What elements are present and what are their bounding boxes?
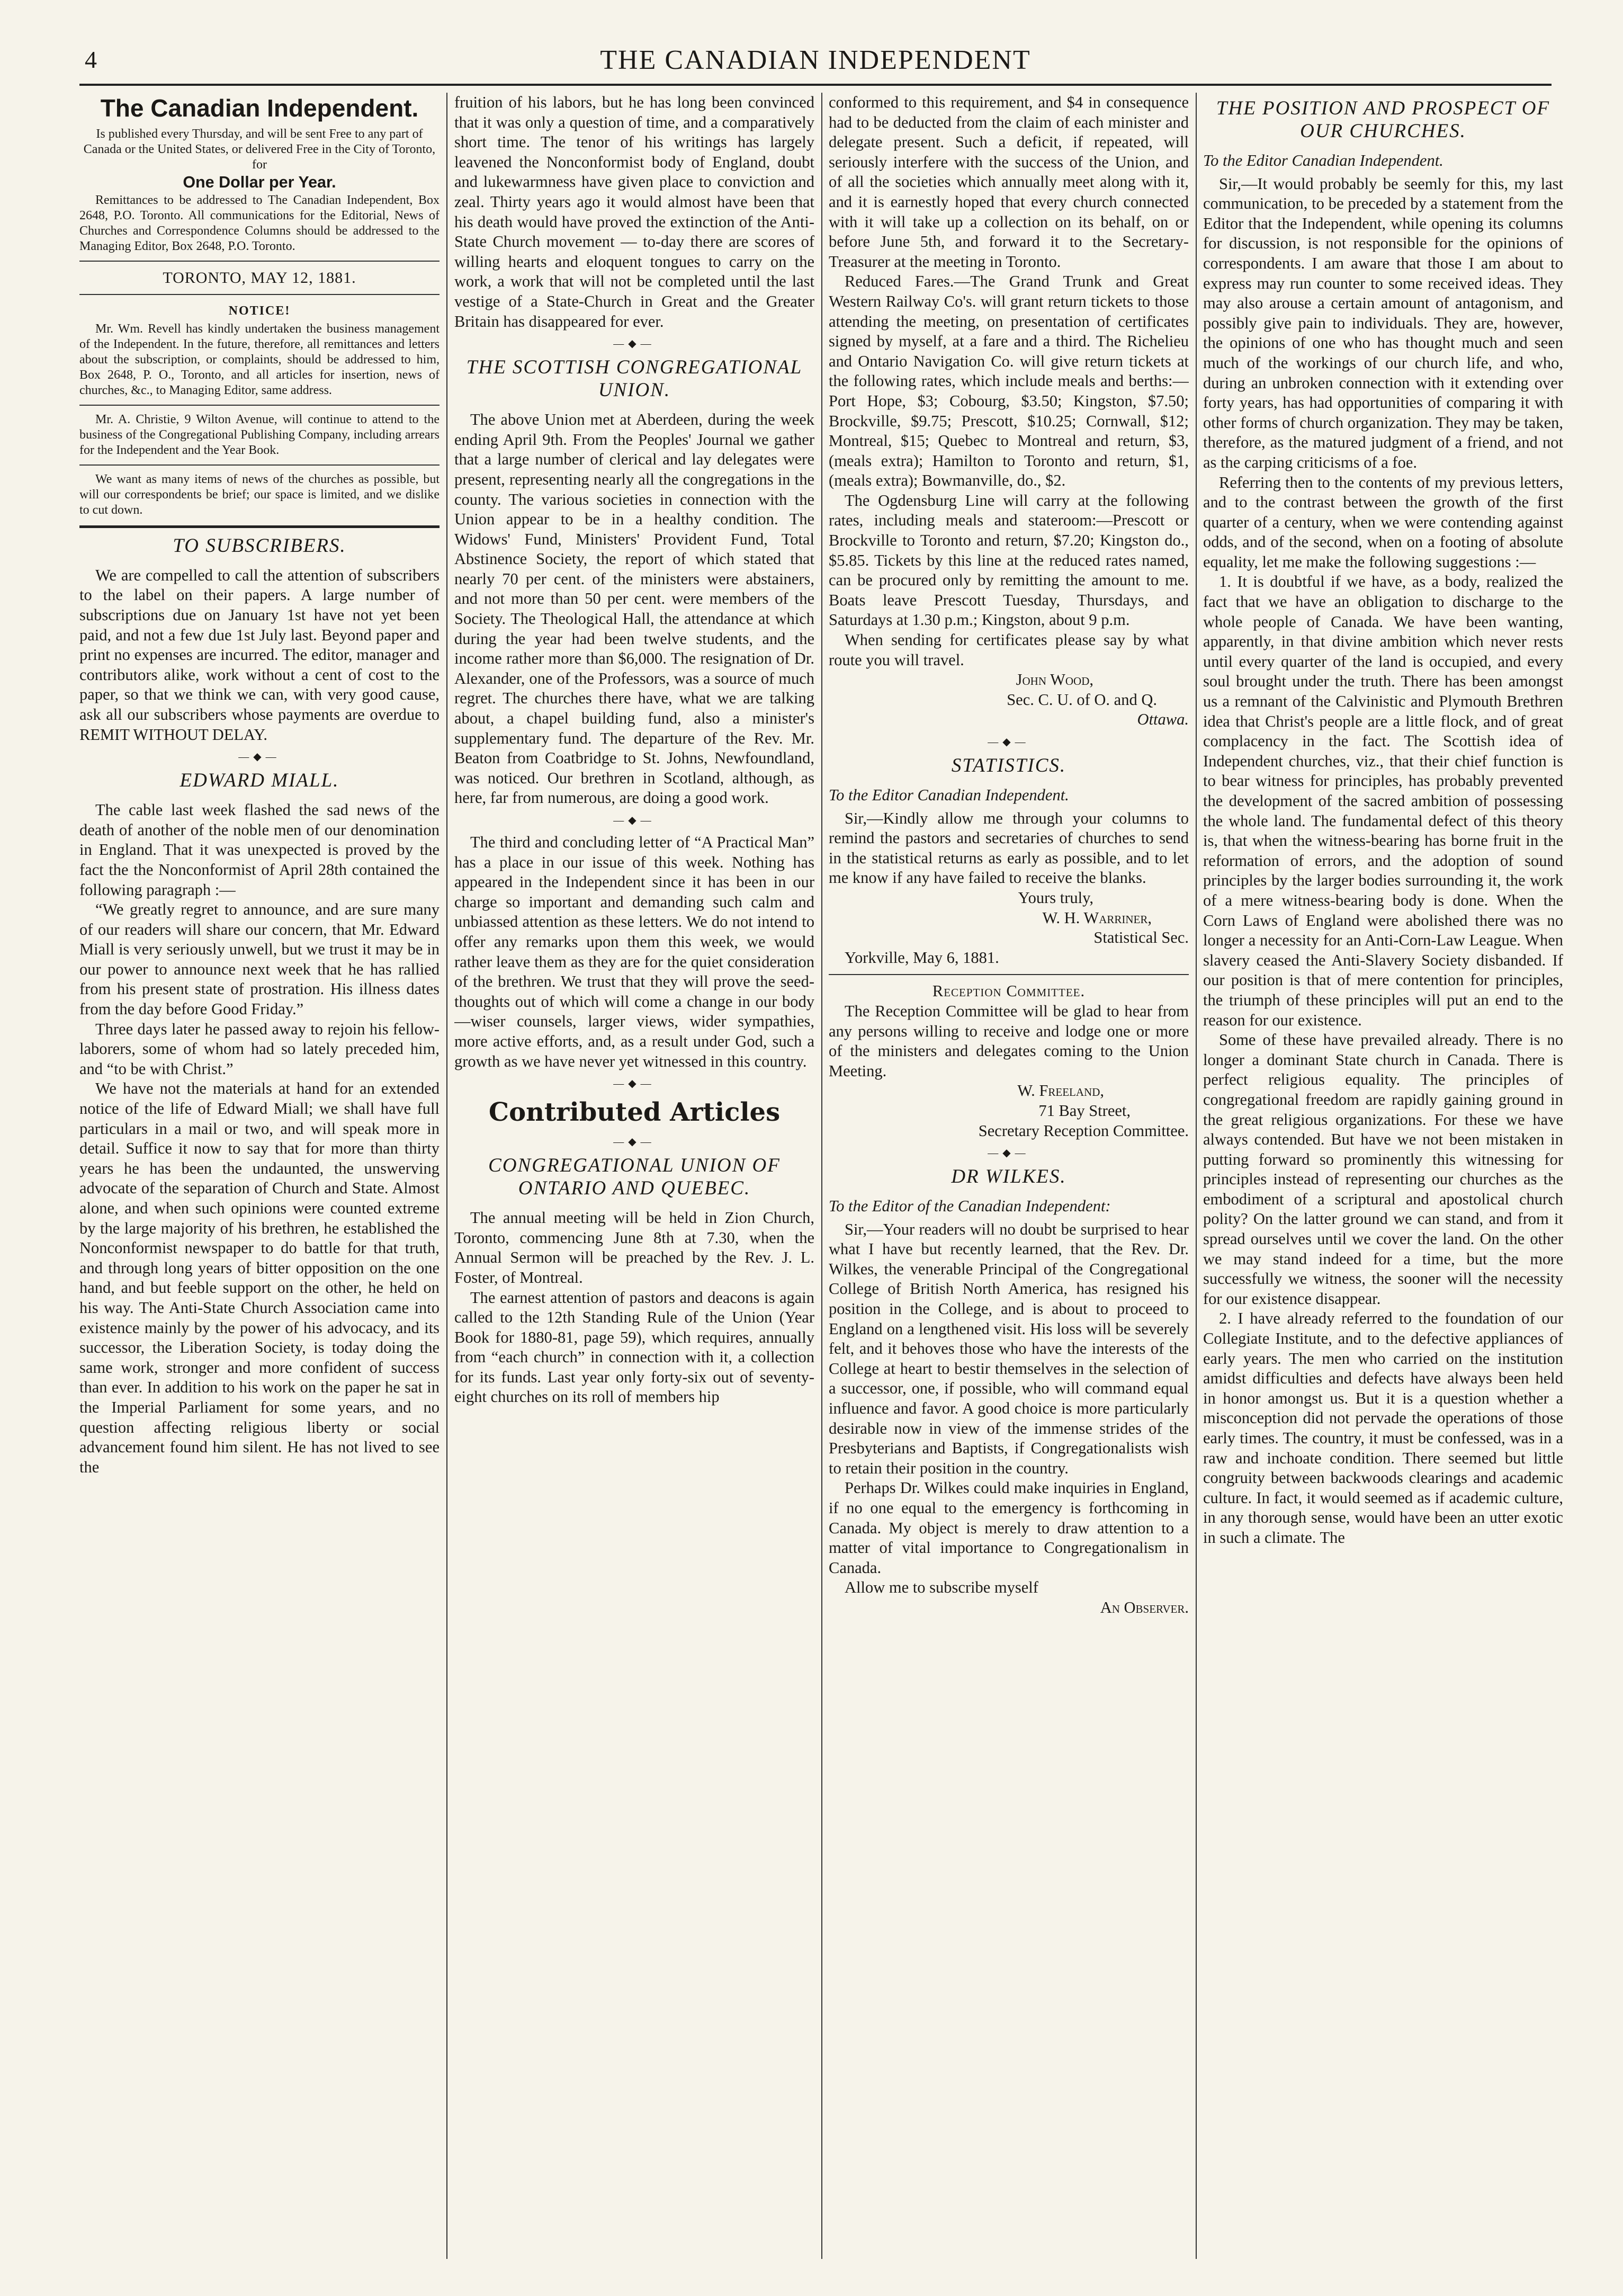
divider: [79, 294, 440, 295]
letter-closing: Yours truly,: [1018, 888, 1093, 907]
divider: [79, 525, 440, 528]
article-paragraph: Allow me to subscribe myself: [845, 1578, 1038, 1597]
notice-heading: NOTICE!: [228, 304, 291, 318]
article-paragraph: “We greatly regret to announce, and are sure many of our readers will share our concern, that Mr. Edward Miall is very seriously unwell, but we trust it may be in our power to announce next week that he has rallied from his present state of prostration. His illness dates from the day before Good Friday.”: [79, 900, 440, 1019]
article-paragraph: fruition of his labors, but he has long been convinced that it was only a question of time, and a comparatively short time. The tenor of his writings has largely leavened the Nonconformist body of England, doubt and lukewarmness have given place to conviction and zeal. Thirty years ago it would almost have been that his death would have proved the extinction of the Anti-State Church movement — to-day there are scores of willing hearts and eloquent tongues to carry on the work, a work that will not be completed until the last vestige of a State-Church in Great and the Greater Britain has disappeared for ever.: [454, 93, 814, 330]
divider: [79, 261, 440, 262]
article-heading: THE POSITION AND PROSPECT OF OUR CHURCHES.: [1216, 97, 1550, 142]
article-heading: EDWARD MIALL.: [180, 770, 339, 792]
article-paragraph: conformed to this requirement, and $4 in consequence had to be deducted from the claim of each minister and delegate present. Such a deficit, if repeated, will seriously interfere with the success of the Union, and of all the societies which annually meet along with it, and it is earnestly hoped that every church connected with it will take up a collection on its behalf, on or before June 5th, and forward it to the Secretary-Treasurer at the meeting in Toronto.: [829, 93, 1189, 271]
article-paragraph: Sir,—Your readers will no doubt be surprised to hear what I have but recently learned, that the Rev. Dr. Wilkes, the venerable Principal of the Congregational College of British North America, has resigned his position in the College, and is about to proceed to England on a lengthened visit. His loss will be severely felt, and it behoves those who have the interests of the College at heart to bestir themselves in the selection of a successor, one, if possible, who will command equal influence and favor. A good choice is more particularly desirable now in view of the immense strides of the Presbyterians and Baptists, if Congregationalists wish to retain their position in the country.: [829, 1220, 1189, 1477]
article-paragraph: Sir,—It would probably be seemly for this, my last communication, to be preceded by a statement from the Editor that the Independent, while opening its columns for discussion, is not responsible for the opinions of correspondents. I am aware that those I am about to express may run counter to some received ideas. They may also arouse a certain amount of antagonism, and possibly give pain to individuals. They are, however, the opinions of one who has thought much and seen much of the workings of our church life, and who, during an unbroken connection with it extending over forty years, has had opportunities of comparing it with other forms of church organization. They may be taken, therefore, as the matured judgment of a friend, and not as the carping criticisms of a foe.: [1203, 174, 1563, 471]
article-paragraph: Perhaps Dr. Wilkes could make inquiries in England, if no one equal to the emergency is forthcoming in Canada. My object is merely to draw attention to a matter of vital importance to Congregationalism in Canada.: [829, 1479, 1189, 1577]
article-paragraph: The annual meeting will be held in Zion Church, Toronto, commencing June 8th at 7.30, when the Annual Sermon will be preached by the Rev. J. L. Foster, of Montreal.: [454, 1209, 814, 1287]
signature-title: Statistical Sec.: [1093, 928, 1189, 947]
signature-title: Sec. C. U. of O. and Q.: [1007, 690, 1157, 709]
article-paragraph: 2. I have already referred to the foundation of our Collegiate Institute, and to the defective appliances of early years. The men who carried on the institution amidst difficulties and defects have always been held in honor amongst us. But it is a question whether a misconception did not pervade the operations of those early times. The country, it must be confessed, was in a raw and inchoate condition. There seemed but little congruity between backwoods clearings and academic culture. In fact, it would seemed as if academic culture, in any thorough sense, would have been an utter exotic in such a climate. The: [1203, 1309, 1563, 1547]
article-body: The third and concluding letter of “A Practical Man” has a place in our issue of this week. Nothing has appeared in the Independent since it has been in our charge so important and demanding such calm and unbiassed attention as these letters. We do not intend to offer any remarks upon them this week, we would rather leave them as they are for the quiet consideration of the brethren. We trust that they will prove the seed-thoughts out of which will come a change in our body—wiser counsels, larger views, wider sympathies, more active efforts, and, as a result under God, such a growth as we have never yet witnessed in this country.: [454, 833, 814, 1070]
signature-name: John Wood,: [1016, 671, 1093, 689]
letter-address: To the Editor of the Canadian Independent:: [829, 1197, 1111, 1216]
dateline: TORONTO, MAY 12, 1881.: [163, 269, 356, 287]
column-rule: [821, 93, 822, 2259]
ornament-divider: —◆—: [613, 338, 656, 350]
article-heading: TO SUBSCRIBERS.: [173, 534, 346, 557]
article-paragraph: We have not the materials at hand for an extended notice of the life of Edward Miall; we shall have full particulars in a mail or two, and will speak more in detail. Suffice it now to say that for more than thirty years he has been the undaunted, the unswerving advocate of the separation of Church and State. Almost alone, and when such opinions were counted extreme by the large majority of his brethren, he established the Nonconformist newspaper to do battle for that truth, and through long years of bitter opposition on the one hand, and but feeble support on the other, he held on his way. The Anti-State Church Association came into existence mainly by the power of his advocacy, and its successor, the Liberation Society, is today doing the same work, stronger and more confident of success than ever. In addition to his work on the paper he sat in the Imperial Parliament for some years, and no question affecting religious liberty or social advancement found him silent. He has not lived to see the: [79, 1079, 440, 1476]
article-paragraph: The earnest attention of pastors and deacons is again called to the 12th Standing Rule of the Union (Year Book for 1880-81, page 59), which requires, annually from “each church” in connection with it, a collection for its funds. Last year only forty-six out of seventy-eight churches on its roll of members hip: [454, 1288, 814, 1406]
page-number: 4: [85, 46, 97, 73]
ornament-divider: —◆—: [613, 815, 656, 826]
masthead-title: The Canadian Independent.: [100, 94, 419, 122]
column-2: [454, 93, 814, 2259]
article-heading: Reception Committee.: [932, 982, 1086, 1000]
column-rule: [1196, 93, 1197, 2259]
signature-address: 71 Bay Street,: [1038, 1101, 1131, 1120]
signature-place: Ottawa.: [1137, 710, 1189, 729]
signature-name: An Observer.: [1100, 1598, 1189, 1616]
masthead-terms: Is published every Thursday, and will be sent Free to any part of Canada or the United States, or delivered Free in the City of Toronto, for: [83, 127, 436, 172]
signature-name: W. H. Warriner,: [1042, 908, 1152, 927]
signature-title: Secretary Reception Committee.: [978, 1121, 1189, 1140]
column-3: [829, 93, 1189, 2259]
article-paragraph: The cable last week flashed the sad news of the death of another of the noble men of our denomination in England. That it was unexpected is proved by the fact the the Nonconformist of April 28th contained the following paragraph :—: [79, 801, 440, 899]
ornament-divider: —◆—: [988, 736, 1030, 748]
article-paragraph: When sending for certificates please say by what route you will travel.: [829, 631, 1189, 669]
page-header: [79, 41, 1552, 86]
letter-address: To the Editor Canadian Independent.: [1203, 151, 1443, 169]
ornament-divider: —◆—: [238, 751, 281, 763]
article-heading: THE SCOTTISH CONGREGATIONAL UNION.: [466, 356, 803, 401]
place-date: Yorkville, May 6, 1881.: [845, 948, 999, 967]
notice-text: Mr. Wm. Revell has kindly undertaken the business management of the Independent. In the future, therefore, all remittances and letters about the subscription, or complaints, should be addressed to him, Box 2648, P. O., Toronto, and all articles for insertion, news of churches, &c., to Managing Editor, same address.: [79, 321, 440, 397]
column-1: [79, 93, 440, 2259]
running-title: THE CANADIAN INDEPENDENT: [600, 45, 1031, 75]
masthead-remittances: Remittances to be addressed to The Canadian Independent, Box 2648, P.O. Toronto. All communications for the Editorial, News of Churches and Correspondence Columns should be addressed to the Managing Editor, Box 2648, P.O. Toronto.: [79, 193, 440, 253]
article-paragraph: Referring then to the contents of my previous letters, and to the contrast between the growth of the first quarter of a century, when we were contending against odds, and of the second, when on a footing of absolute equality, let me make the following suggestions :—: [1203, 473, 1563, 571]
article-body: We are compelled to call the attention of subscribers to the label on their papers. A large number of subscriptions due on January 1st have not yet been paid, and not a few due 1st July last. Beyond paper and print no expenses are incurred. The editor, manager and contributors alike, work without a cent of cost to the paper, so that we think we can, with very good cause, ask all our subscribers whose payments are overdue to REMIT WITHOUT DELAY.: [79, 566, 440, 744]
ornament-divider: —◆—: [988, 1147, 1030, 1159]
notice-text: Mr. A. Christie, 9 Wilton Avenue, will continue to attend to the business of the Congregational Publishing Company, including arrears for the Independent and the Year Book.: [79, 412, 440, 457]
letter-address: To the Editor Canadian Independent.: [829, 786, 1069, 804]
ornament-divider: —◆—: [613, 1136, 656, 1148]
article-body: The Reception Committee will be glad to hear from any persons willing to receive and lodge one or more of the ministers and delegates coming to the Union Meeting.: [829, 1002, 1189, 1080]
divider: [79, 405, 440, 406]
notice-text: We want as many items of news of the churches as possible, but will our correspondents be brief; our space is limited, and we dislike to cut down.: [79, 472, 440, 517]
signature-name: W. Freeland,: [1017, 1082, 1104, 1100]
article-paragraph: The Ogdensburg Line will carry at the following rates, including meals and stateroom:—Prescott or Brockville to Toronto and return, $7.20; Kingston do., $5.85. Tickets by this line at the reduced rates named, can be procured only by remitting the amount to me. Boats leave Prescott Tuesday, Thursdays, and Saturdays at 1.30 p.m.; Kingston, about 9 p.m.: [829, 491, 1189, 629]
column-rule: [446, 93, 447, 2259]
article-body: Sir,—Kindly allow me through your columns to remind the pastors and secretaries of churches to send in the statistical returns as early as possible, and to let me know if any have failed to receive the blanks.: [829, 809, 1189, 887]
section-banner: Contributed Articles: [488, 1097, 781, 1128]
divider: [829, 974, 1189, 975]
masthead-price: One Dollar per Year.: [183, 173, 336, 191]
column-4: [1203, 93, 1563, 2259]
ornament-divider: —◆—: [613, 1078, 656, 1090]
divider: [79, 464, 440, 466]
article-heading: DR WILKES.: [951, 1166, 1066, 1188]
article-paragraph: Reduced Fares.—The Grand Trunk and Great Western Railway Co's. will grant return tickets to those attending the meeting, on presentation of certificates signed by myself, at a fare and a third. The Richelieu and Ontario Navigation Co. will give return tickets at the following rates, which include meals and berths:—Port Hope, $3; Cobourg, $3.50; Kingston, $7.50; Brockville, $9.75; Prescott, $10.25; Cornwall, $12; Montreal, $15; Quebec to Montreal and return, $3, (meals extra); Hamilton to Toronto and return, $1, (meals extra); Bowmanville, do., $2.: [829, 272, 1189, 490]
article-paragraph: Some of these have prevailed already. There is no longer a dominant State church in Canada. There is perfect religious equality. The principles of congregational freedom are rapidly gaining ground in the great religious organizations. For these we have always contended. But have we not been mistaken in putting forward so prominently this witnessing for principles instead of representing our churches as the embodiment of a scriptural and apostolical church polity? On the latter ground we can stand, and from it spread ourselves until we cover the land. On the other we may stand indeed for a time, but the more successfully we witness, the sooner will the necessity for our existence disappear.: [1203, 1031, 1563, 1308]
article-paragraph: Three days later he passed away to rejoin his fellow-laborers, some of whom had so lately preceded him, and “to be with Christ.”: [79, 1020, 440, 1078]
article-paragraph: 1. It is doubtful if we have, as a body, realized the fact that we have an obligation to discharge to the whole people of Canada. We have been wanting, apparently, in that divine ambition which never rests until every quarter of the land is occupied, and every soul brought under the truth. There has been amongst us a remnant of the Calvinistic and Plymouth Brethren idea that Christ's people are a little flock, and of great complacency in the fact. The Scottish idea of Independent churches, viz., that their chief function is to bear witness for principles, has probably prevented the development of the sacred ambition of possessing the whole land. The fundamental defect of this theory is, that when the witness-bearing has borne fruit in the reformation of errors, and the adoption of sound principles by the larger bodies surrounding it, the work of a mere witness-bearing body is done. When the Corn Laws of England were abolished there was no longer a necessity for an Anti-Corn-Law League. When slavery ceased the Anti-Slavery Society disbanded. If our position is that of mere contention for principles, the triumph of these principles will put an end to the reason for our existence.: [1203, 573, 1563, 1029]
article-heading: CONGREGATIONAL UNION OF ONTARIO AND QUEBEC.: [488, 1155, 781, 1200]
article-heading: STATISTICS.: [951, 755, 1066, 776]
article-body: The above Union met at Aberdeen, during the week ending April 9th. From the Peoples' Journal we gather that a large number of clerical and lay delegates were present, representing nearly all the congregations in the county. The various societies in connection with the Union appear to be in a healthy condition. The Widows' Fund, Ministers' Provident Fund, Total Abstinence Society, the report of which stated that nearly 70 per cent. of the ministers were abstainers, and not more than 50 per cent. were members of the Society. The Theological Hall, the attendance at which during the year had been twelve students, and the income rather more than $6,000. The resignation of Dr. Alexander, one of the Professors, was a source of much regret. The churches there have, what we are talking about, a chapel building fund, also a minister's supplementary fund. The departure of the Rev. Mr. Beaton from Coatbridge to St. Johns, Newfoundland, was noticed. Our brethren in Scotland, although, as here, far from numerous, are doing a good work.: [454, 410, 814, 807]
